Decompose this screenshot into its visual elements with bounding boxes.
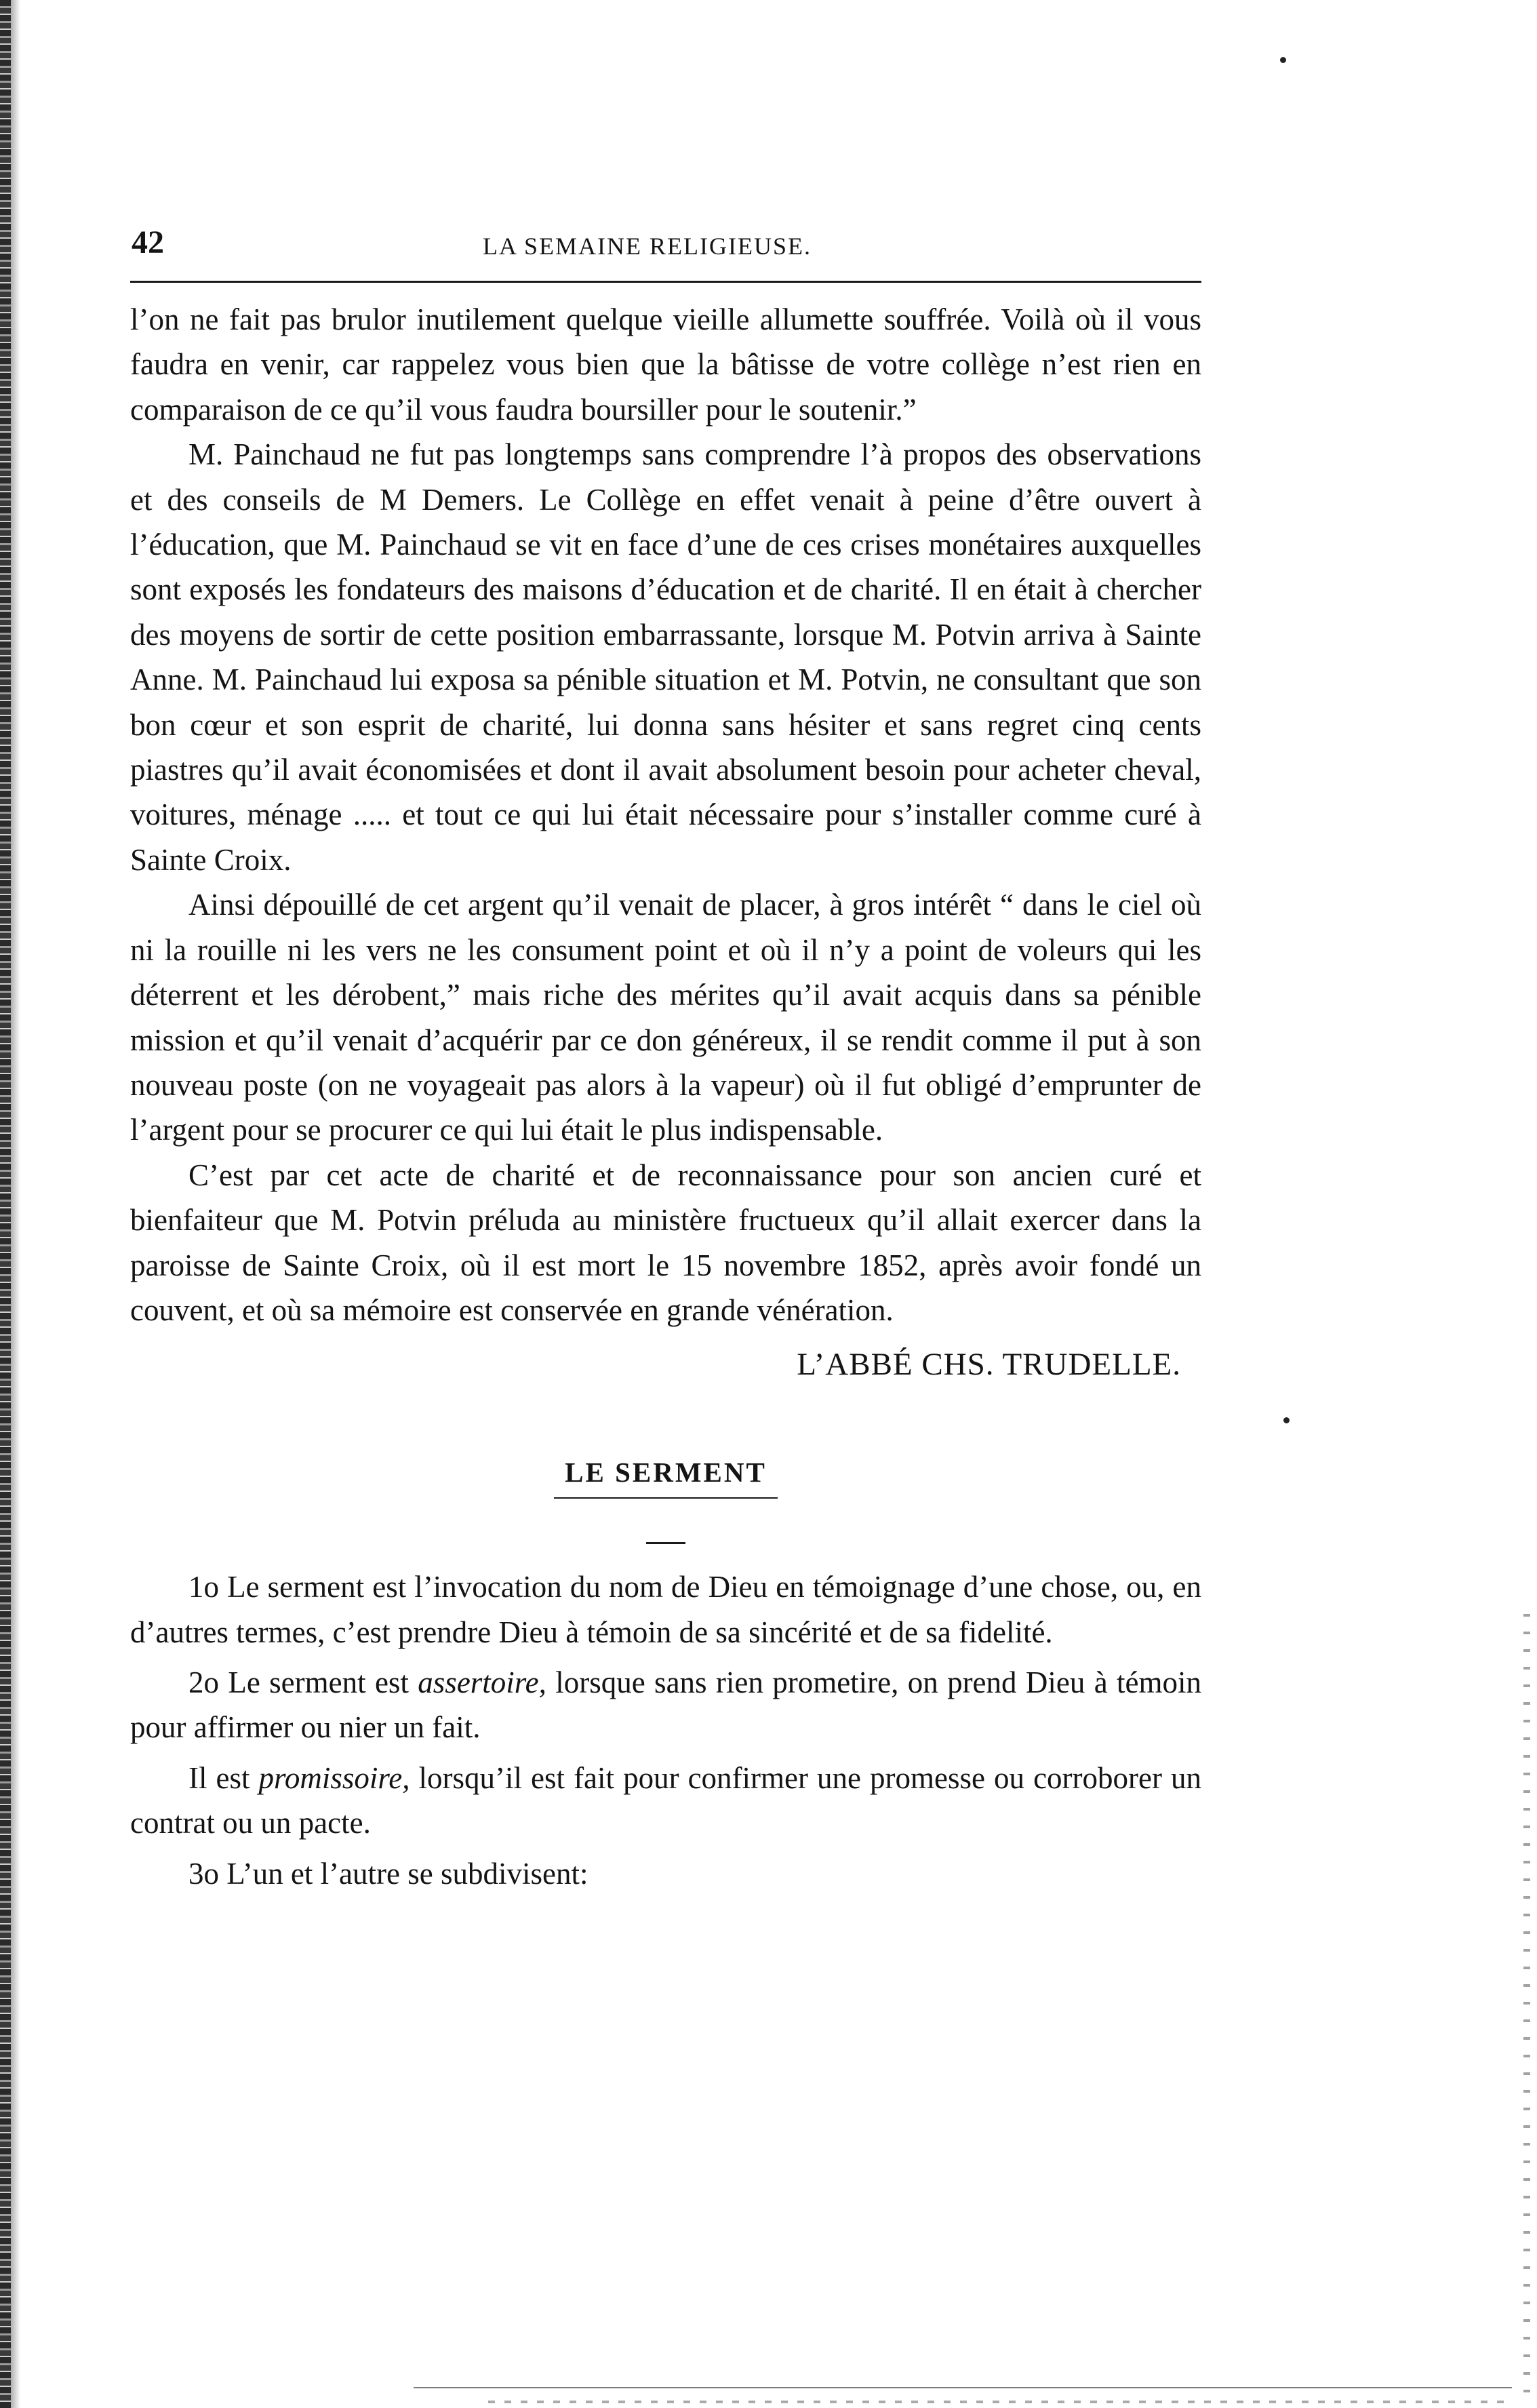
scan-speck: [1280, 57, 1286, 63]
scan-bottom-noise: [488, 2401, 1505, 2403]
paragraph: 1o Le serment est l’invocation du nom de Dieu en témoignage d’une chose, ou, en d’autres termes, c’est prendre Dieu à témoin de sa sincérité et de sa fidelité.: [130, 1570, 1201, 1649]
section-title-underline: [554, 1497, 778, 1499]
section-title: LE SERMENT: [565, 1456, 767, 1488]
section-divider: [646, 1542, 685, 1544]
header-rule: [130, 281, 1201, 283]
term-promissoire: promissoire,: [258, 1760, 410, 1795]
paragraph: 3o L’un et l’autre se subdivisent:: [188, 1856, 588, 1891]
scan-speck: [1283, 1417, 1290, 1423]
paragraph-text: Il est: [188, 1760, 259, 1795]
paragraph: l’on ne fait pas brulor inutilement quelque vieille allumette souffrée. Voilà où il vous faudra en venir, car rappelez vous bien que la bâtisse de votre collège n’est rien en comparaison de ce qu’il vous faudra boursiller pour le soutenir.”: [130, 302, 1201, 427]
paragraph-text: lorsqu’il est fait pour confirmer une promesse ou corroborer un contrat ou un pacte.: [130, 1760, 1201, 1840]
page-number: 42: [132, 224, 164, 260]
paragraph: [130, 1756, 1201, 1846]
article-body: [130, 297, 1201, 1896]
paragraph-text: lorsque sans rien prometire, on prend Dieu à témoin pour affirmer ou nier un fait.: [130, 1665, 1201, 1745]
scan-binding-shadow: [11, 0, 20, 2408]
author-signature: L’ABBÉ CHS. TRUDELLE.: [797, 1347, 1181, 1383]
term-assertoire: assertoire,: [418, 1665, 546, 1699]
paragraph: Ainsi dépouillé de cet argent qu’il venait de placer, à gros intérêt “ dans le ciel où ni la rouille ni les vers ne les consument point et où il n’y a point de voleurs qui les déterrent et les dérobent,” mais riche des mérites qu’il avait acquis dans sa pénible mission et qu’il venait d’acquérir par ce don généreux, il se rendit comme il put à son nouveau poste (on ne voyageait pas alors à la vapeur) où il fut obligé d’emprunter de l’argent pour se procurer ce qui lui était le plus indispensable.: [130, 888, 1201, 1147]
scan-binding-edge: [0, 0, 11, 2408]
paragraph: C’est par cet acte de charité et de reconnaissance pour son ancien curé et bienfaiteur que M. Potvin préluda au ministère fructueux qu’il allait exercer dans la paroisse de Sainte Croix, où il est mort le 15 novembre 1852, après avoir fondé un couvent, et où sa mémoire est conservée en grande vénération.: [130, 1158, 1201, 1327]
paragraph: [130, 1660, 1201, 1750]
page-header: [130, 224, 1201, 285]
page: [130, 224, 1201, 1896]
scan-edge-noise: [1523, 1614, 1530, 2394]
paragraph-text: 2o Le serment est: [188, 1665, 418, 1699]
paragraph: M. Painchaud ne fut pas longtemps sans comprendre l’à propos des observations et des conseils de M Demers. Le Collège en effet venait à peine d’être ouvert à l’éducation, que M. Painchaud se vit en face d’une de ces crises monétaires auxquelles sont exposés les fondateurs des maisons d’éducation et de charité. Il en était à chercher des moyens de sortir de cette position embarrassante, lorsque M. Potvin arriva à Sainte Anne. M. Painchaud lui exposa sa pénible situation et M. Potvin, ne consultant que son bon cœur et son esprit de charité, lui donna sans hésiter et sans regret cinq cents piastres qu’il avait économisées et dont il avait absolument besoin pour acheter cheval, voitures, ménage ..... et tout ce qui lui était nécessaire pour s’installer comme curé à Sainte Croix.: [130, 437, 1201, 877]
scan-bottom-edge: [414, 2387, 1512, 2388]
running-title: LA SEMAINE RELIGIEUSE.: [483, 233, 812, 260]
section-body: [130, 1564, 1201, 1896]
